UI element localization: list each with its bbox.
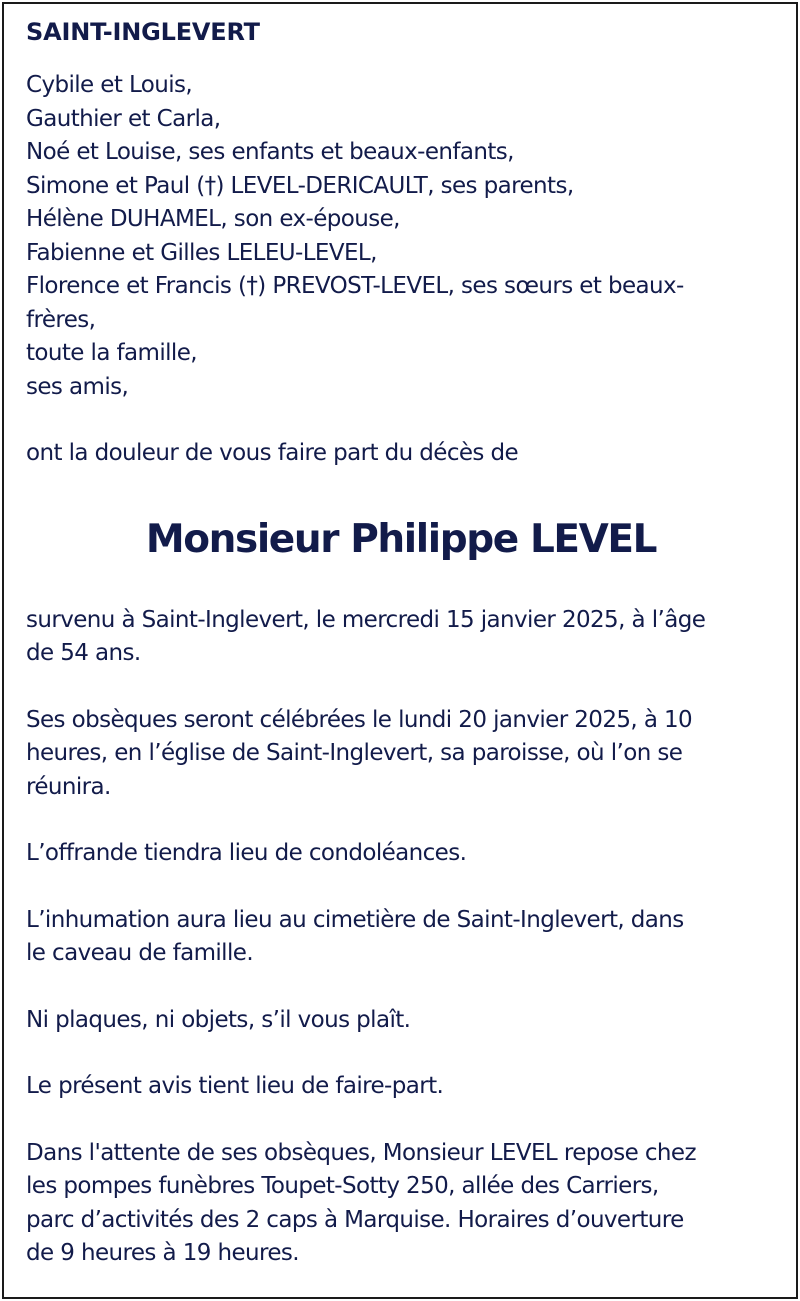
death-line: de 54 ans. (26, 640, 141, 666)
burial-line: L’inhumation aura lieu au cimetière de Saint-Inglevert, dans (26, 906, 684, 933)
rest-line: parc d’activités des 2 caps à Marquise. Horaires d’ouverture (26, 1206, 684, 1233)
spacer (26, 671, 776, 704)
family-line: Florence et Francis (†) PREVOST-LEVEL, ses sœurs et beaux- (26, 273, 684, 299)
deceased-name: Monsieur Philippe LEVEL (145, 516, 657, 562)
location-heading: SAINT-INGLEVERT (26, 18, 260, 46)
rest-line: de 9 heures à 19 heures. (26, 1240, 299, 1266)
burial-paragraph (26, 904, 776, 971)
family-line: Cybile et Louis, (26, 72, 193, 98)
offering-text: L’offrande tiendra lieu de condoléances. (26, 840, 467, 866)
spacer (26, 971, 776, 1004)
rest-line: les pompes funèbres Toupet-Sotty 250, allée des Carriers, (26, 1173, 659, 1199)
no-objects-paragraph (26, 1004, 776, 1038)
spacer (26, 1104, 776, 1137)
notice-text: Le présent avis tient lieu de faire-part. (26, 1073, 444, 1099)
burial-line: le caveau de famille. (26, 940, 254, 966)
family-line: Hélène DUHAMEL, son ex-épouse, (26, 206, 400, 232)
funeral-line: Ses obsèques seront célébrées le lundi 20 janvier 2025, à 10 (26, 706, 693, 733)
funeral-line: réunira. (26, 773, 111, 800)
family-line: Fabienne et Gilles LELEU-LEVEL, (26, 239, 377, 266)
notice-frame (2, 2, 798, 1299)
offering-paragraph (26, 837, 776, 871)
spacer (26, 871, 776, 904)
family-line: ses amis, (26, 373, 129, 400)
family-line: frères, (26, 306, 96, 333)
announce-paragraph (26, 437, 776, 471)
family-paragraph (26, 69, 776, 404)
family-line: Noé et Louise, ses enfants et beaux-enfants, (26, 139, 514, 165)
funeral-line: heures, en l’église de Saint-Inglevert, sa paroisse, où l’on se (26, 740, 683, 766)
announce-text: ont la douleur de vous faire part du décès de (26, 440, 519, 466)
family-line: Gauthier et Carla, (26, 105, 221, 132)
notice-content (26, 14, 776, 1271)
notice-paragraph (26, 1070, 776, 1104)
family-line: Simone et Paul (†) LEVEL-DERICAULT, ses parents, (26, 172, 574, 199)
rest-paragraph (26, 1137, 776, 1271)
rest-line: Dans l'attente de ses obsèques, Monsieur LEVEL repose chez (26, 1139, 696, 1166)
spacer (26, 404, 776, 437)
family-line: toute la famille, (26, 340, 197, 366)
death-line: survenu à Saint-Inglevert, le mercredi 15 janvier 2025, à l’âge (26, 606, 706, 633)
funeral-paragraph (26, 704, 776, 805)
no-objects-text: Ni plaques, ni objets, s’il vous plaît. (26, 1006, 411, 1033)
spacer (26, 804, 776, 837)
death-paragraph (26, 604, 776, 671)
spacer (26, 1037, 776, 1070)
